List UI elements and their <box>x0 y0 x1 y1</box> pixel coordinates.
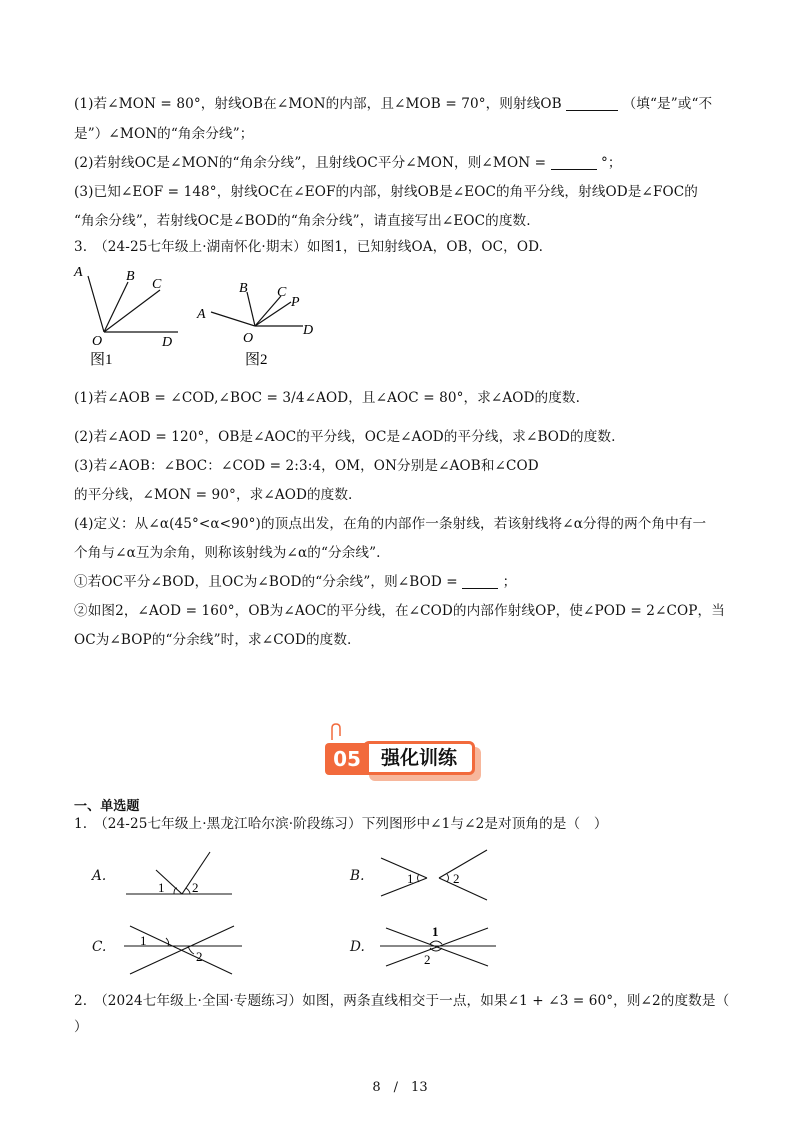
label-a: A <box>197 307 206 322</box>
label-d: D <box>162 335 173 350</box>
q2-part1-text: (1)若∠MON = 80°，射线OB在∠MON的内部，且∠MOB = 70°，则射线OB <box>74 96 562 112</box>
q3-heading: 3. （24-25七年级上·湖南怀化·期末）如图1，已知射线OA，OB，OC，OD. <box>74 239 544 255</box>
q3-circle1-text-b: ； <box>502 574 517 590</box>
label-o: O <box>92 334 103 349</box>
mc1-heading: 1. （24-25七年级上·黑龙江哈尔滨·阶段练习）下列图形中∠1与∠2是对顶角的是（ ） <box>74 816 608 832</box>
line <box>381 878 427 896</box>
banner-number: 05 <box>325 743 369 775</box>
option-d-figure[interactable] <box>372 918 502 978</box>
line <box>439 850 487 878</box>
label-a: A <box>74 265 83 280</box>
q3-part4-line1: (4)定义：从∠α(45°<α<90°)的顶点出发，在角的内部作一条射线，若该射线将∠α分得的两个角中有一 <box>74 516 707 532</box>
option-a-figure[interactable] <box>122 848 242 908</box>
option-a-label[interactable]: A. <box>92 868 107 884</box>
q3-circle2-line1: ②如图2，∠AOD = 160°，OB为∠AOC的平分线，在∠COD的内部作射线OP，使∠POD = 2∠COP，当 <box>74 603 725 619</box>
label-o: O <box>243 331 254 346</box>
q2-part3-text: (3)已知∠EOF = 148°，射线OC在∠EOF的内部，射线OB是∠EOC的角平分线，射线OD是∠FOC的 <box>74 184 698 200</box>
q2-part2-text-b: °； <box>600 155 622 171</box>
label-c: C <box>152 277 162 292</box>
q2-part1-line2 <box>74 125 253 143</box>
q3-part3-line1: (3)若∠AOB：∠BOC：∠COD = 2:3:4，OM，ON分别是∠AOB和∠COD <box>74 458 539 474</box>
figure-2 <box>195 262 335 372</box>
q3-circle1-text: ①若OC平分∠BOD，且OC为∠BOD的“分余线”，则∠BOD = <box>74 574 458 590</box>
label-b: B <box>239 281 248 296</box>
section-heading-single-choice: 一、单选题 <box>74 799 140 814</box>
q3-circle2-line2: OC为∠BOP的“分余线”时，求∠COD的度数. <box>74 632 352 648</box>
option-b-figure[interactable] <box>375 846 495 906</box>
answer-blank[interactable] <box>566 96 618 111</box>
option-b-label[interactable]: B. <box>350 868 365 884</box>
answer-blank[interactable] <box>462 574 498 589</box>
q2-part3-line2 <box>74 212 531 230</box>
q3-part3-line2: 的平分线，∠MON = 90°，求∠AOD的度数. <box>74 487 353 503</box>
option-d-label[interactable]: D. <box>350 939 365 955</box>
figure-1 <box>70 262 200 372</box>
ray-oa <box>88 276 104 332</box>
figure-1-caption: 图1 <box>90 352 113 368</box>
angle-2-label: 2 <box>192 880 199 895</box>
ray-oc <box>104 290 160 332</box>
angle-1-label: 1 <box>158 880 165 895</box>
angle-1-label: 1 <box>432 924 439 939</box>
q2-part3-line1 <box>74 183 698 201</box>
q2-part2-text: (2)若射线OC是∠MON的“角余分线”，且射线OC平分∠MON，则∠MON = <box>74 155 547 171</box>
line <box>381 858 427 878</box>
q2-part3-text-b: “角余分线”，若射线OC是∠BOD的“角余分线”，请直接写出∠EOC的度数. <box>74 213 531 229</box>
q3-circle1-line <box>74 573 516 591</box>
label-d: D <box>303 323 314 338</box>
q2-part2-line <box>74 154 622 172</box>
figure-2-caption: 图2 <box>245 352 268 368</box>
ray-ob <box>247 292 255 326</box>
angle-2-label: 2 <box>424 952 431 967</box>
angle-2-label: 2 <box>453 871 460 886</box>
label-c: C <box>277 285 287 300</box>
banner-title: 强化训练 <box>363 741 475 775</box>
q2-part1-line1 <box>74 95 712 113</box>
mc2-heading-tail: ） <box>74 1019 88 1035</box>
angle-2-label: 2 <box>196 949 203 964</box>
page-number: 8 / 13 <box>372 1080 428 1095</box>
q2-part1-text-b: （填“是”或“不 <box>622 96 713 112</box>
q3-part1: (1)若∠AOB = ∠COD,∠BOC = 3/4∠AOD，且∠AOC = 80°，求∠AOD的度数. <box>74 390 581 406</box>
q2-part1-text-c: 是”）∠MON的“角余分线”； <box>74 126 254 142</box>
section-banner <box>325 739 477 777</box>
answer-blank[interactable] <box>551 155 597 170</box>
label-p: P <box>291 295 300 310</box>
label-b: B <box>126 269 135 284</box>
option-c-label[interactable]: C. <box>92 939 107 955</box>
option-c-figure[interactable] <box>118 920 248 980</box>
q3-part2: (2)若∠AOD = 120°，OB是∠AOC的平分线，OC是∠AOD的平分线，求∠BOD的度数. <box>74 429 616 445</box>
ray-oa <box>211 312 255 326</box>
angle-1-label: 1 <box>140 933 147 948</box>
q3-part4-line2: 个角与∠α互为余角，则称该射线为∠α的“分余线”. <box>74 545 381 561</box>
line <box>439 878 487 900</box>
ray-ob <box>104 282 128 332</box>
angle-1-label: 1 <box>407 871 414 886</box>
mc2-heading: 2. （2024七年级上·全国·专题练习）如图，两条直线相交于一点，如果∠1 + ∠3 = 60°，则∠2的度数是（ <box>74 993 730 1009</box>
